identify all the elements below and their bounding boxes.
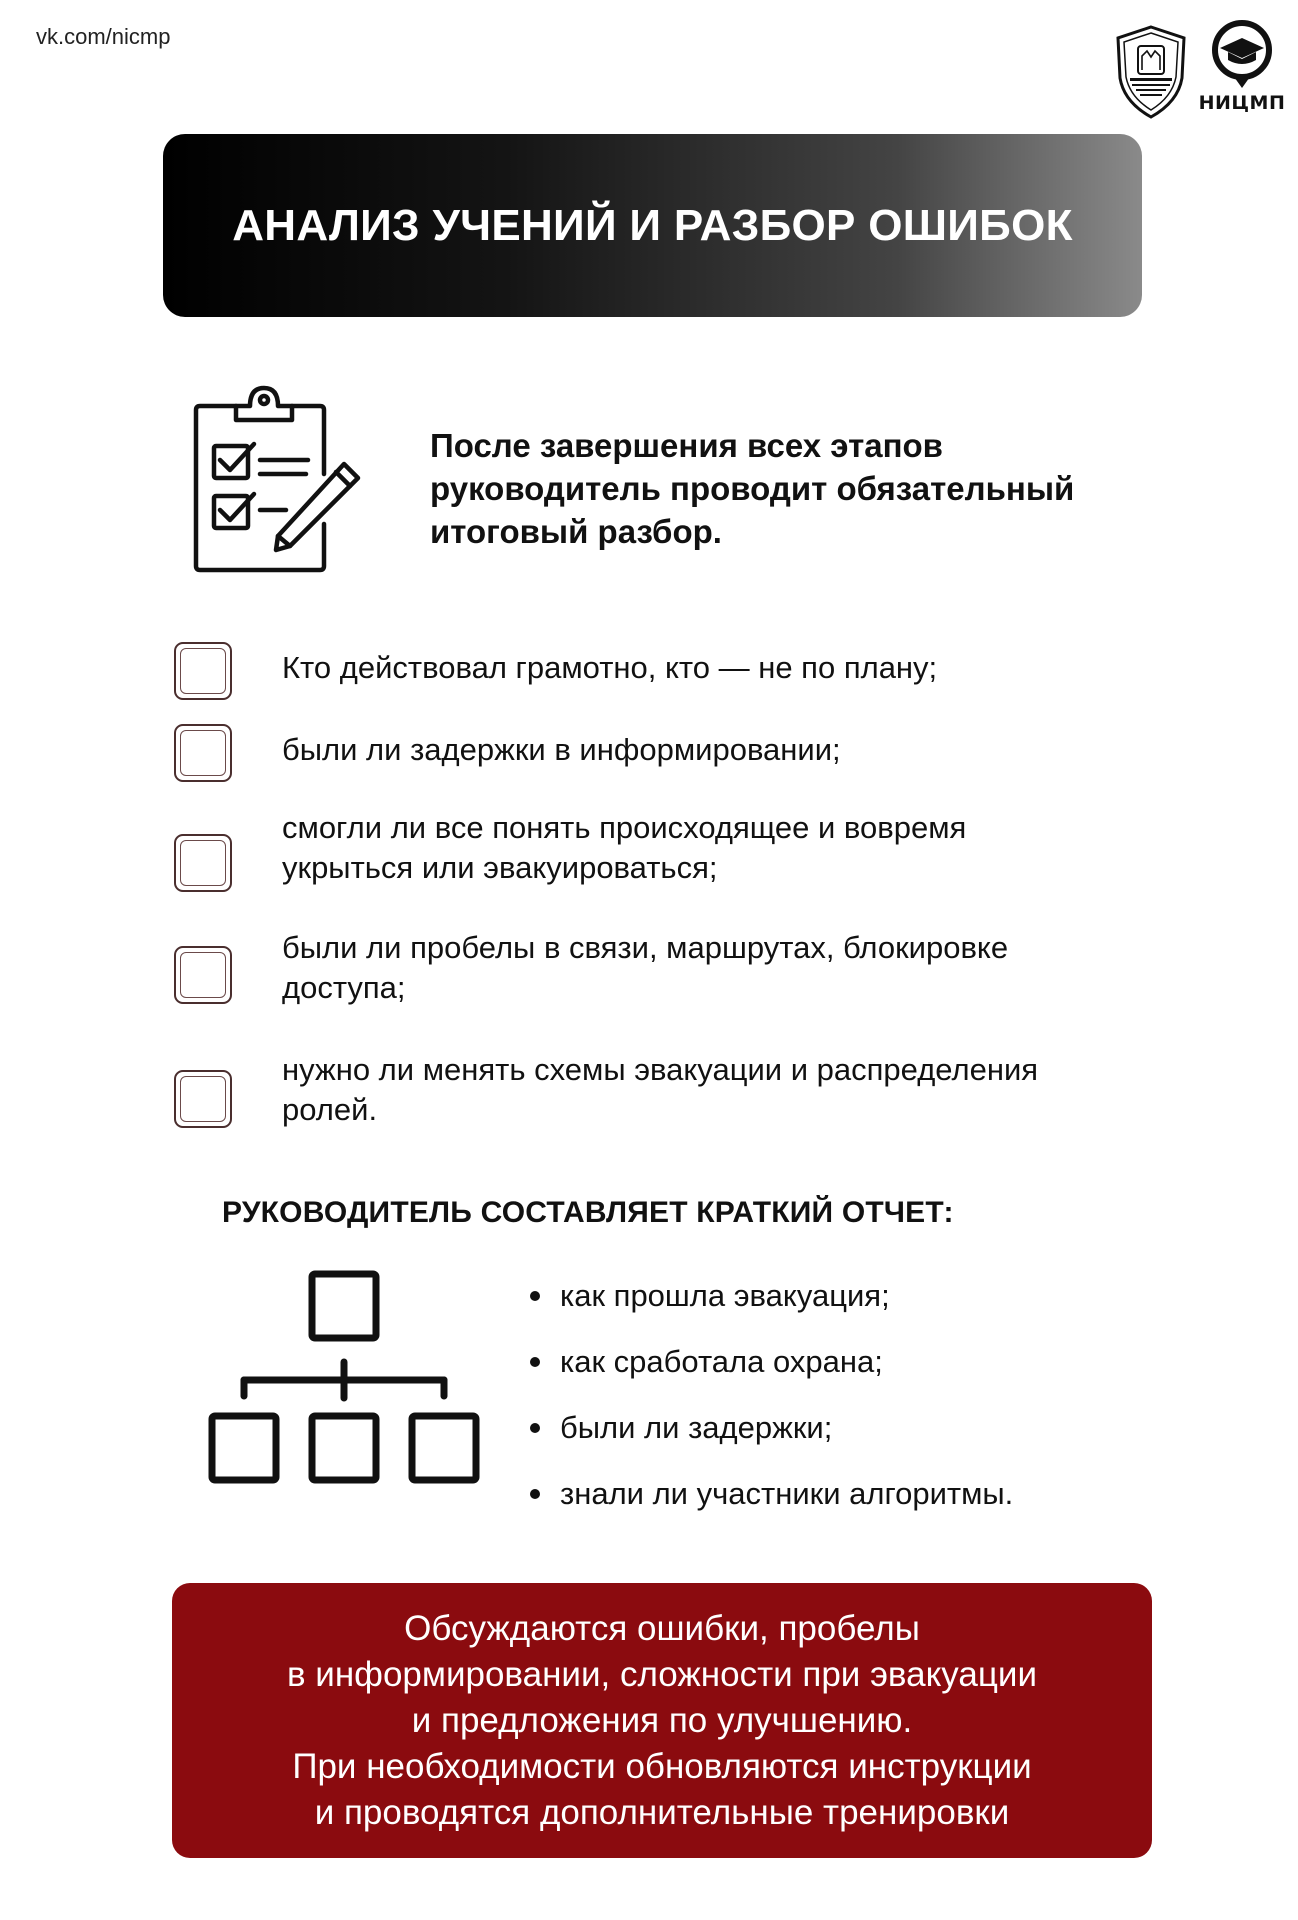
report-item <box>530 1476 1013 1512</box>
nicmp-logo <box>1194 18 1290 122</box>
intro-text <box>430 424 1150 553</box>
summary-line: и предложения по улучшению. <box>411 1700 913 1740</box>
summary-line: При необходимости обновляются инструкции <box>292 1746 1032 1786</box>
intro-line: После завершения всех этапов <box>430 427 943 464</box>
report-item-text: были ли задержки; <box>560 1410 833 1445</box>
checklist-text: доступа; <box>282 970 406 1005</box>
intro-line: руководитель проводит обязательный <box>430 470 1075 507</box>
report-item-text: как сработала охрана; <box>560 1344 883 1379</box>
checklist-text: Кто действовал грамотно, кто — не по плану; <box>282 650 938 685</box>
report-item <box>530 1344 883 1380</box>
checklist-text: были ли задержки в информировании; <box>282 732 841 767</box>
shield-emblem-icon <box>1112 24 1190 120</box>
checkbox-icon[interactable] <box>174 642 232 700</box>
graduation-cap-pin-icon <box>1206 18 1278 90</box>
bullet-icon <box>530 1489 540 1499</box>
summary-line: Обсуждаются ошибки, пробелы <box>404 1608 920 1648</box>
checkbox-icon[interactable] <box>174 1070 232 1128</box>
checkbox-icon[interactable] <box>174 724 232 782</box>
checklist-text: были ли пробелы в связи, маршрутах, блокировке <box>282 930 1009 965</box>
checkbox-icon[interactable] <box>174 834 232 892</box>
vk-url[interactable]: vk.com/nicmp <box>36 24 171 49</box>
title-banner <box>163 134 1142 317</box>
summary-line: и проводятся дополнительные тренировки <box>314 1792 1010 1832</box>
org-chart-icon <box>208 1270 480 1484</box>
report-item-text: как прошла эвакуация; <box>560 1278 890 1313</box>
checklist-text: нужно ли менять схемы эвакуации и распределения <box>282 1052 1039 1087</box>
clipboard-checklist-icon <box>192 384 362 576</box>
summary-text <box>287 1606 1037 1836</box>
summary-box <box>172 1583 1152 1858</box>
report-heading: РУКОВОДИТЕЛЬ СОСТАВЛЯЕТ КРАТКИЙ ОТЧЕТ: <box>222 1196 954 1229</box>
bullet-icon <box>530 1423 540 1433</box>
checklist-text: ролей. <box>282 1092 378 1127</box>
bullet-icon <box>530 1291 540 1301</box>
report-item <box>530 1410 832 1446</box>
report-item-text: знали ли участники алгоритмы. <box>560 1476 1014 1511</box>
logo-text: НИЦМП <box>1198 92 1286 114</box>
summary-line: в информировании, сложности при эвакуации <box>286 1654 1038 1694</box>
intro-line: итоговый разбор. <box>430 513 722 550</box>
bullet-icon <box>530 1357 540 1367</box>
report-item <box>530 1278 890 1314</box>
checklist-text: смогли ли все понять происходящее и вовремя <box>282 810 967 845</box>
page-title: АНАЛИЗ УЧЕНИЙ И РАЗБОР ОШИБОК <box>232 200 1073 250</box>
checkbox-icon[interactable] <box>174 946 232 1004</box>
checklist-text: укрыться или эвакуироваться; <box>282 850 718 885</box>
